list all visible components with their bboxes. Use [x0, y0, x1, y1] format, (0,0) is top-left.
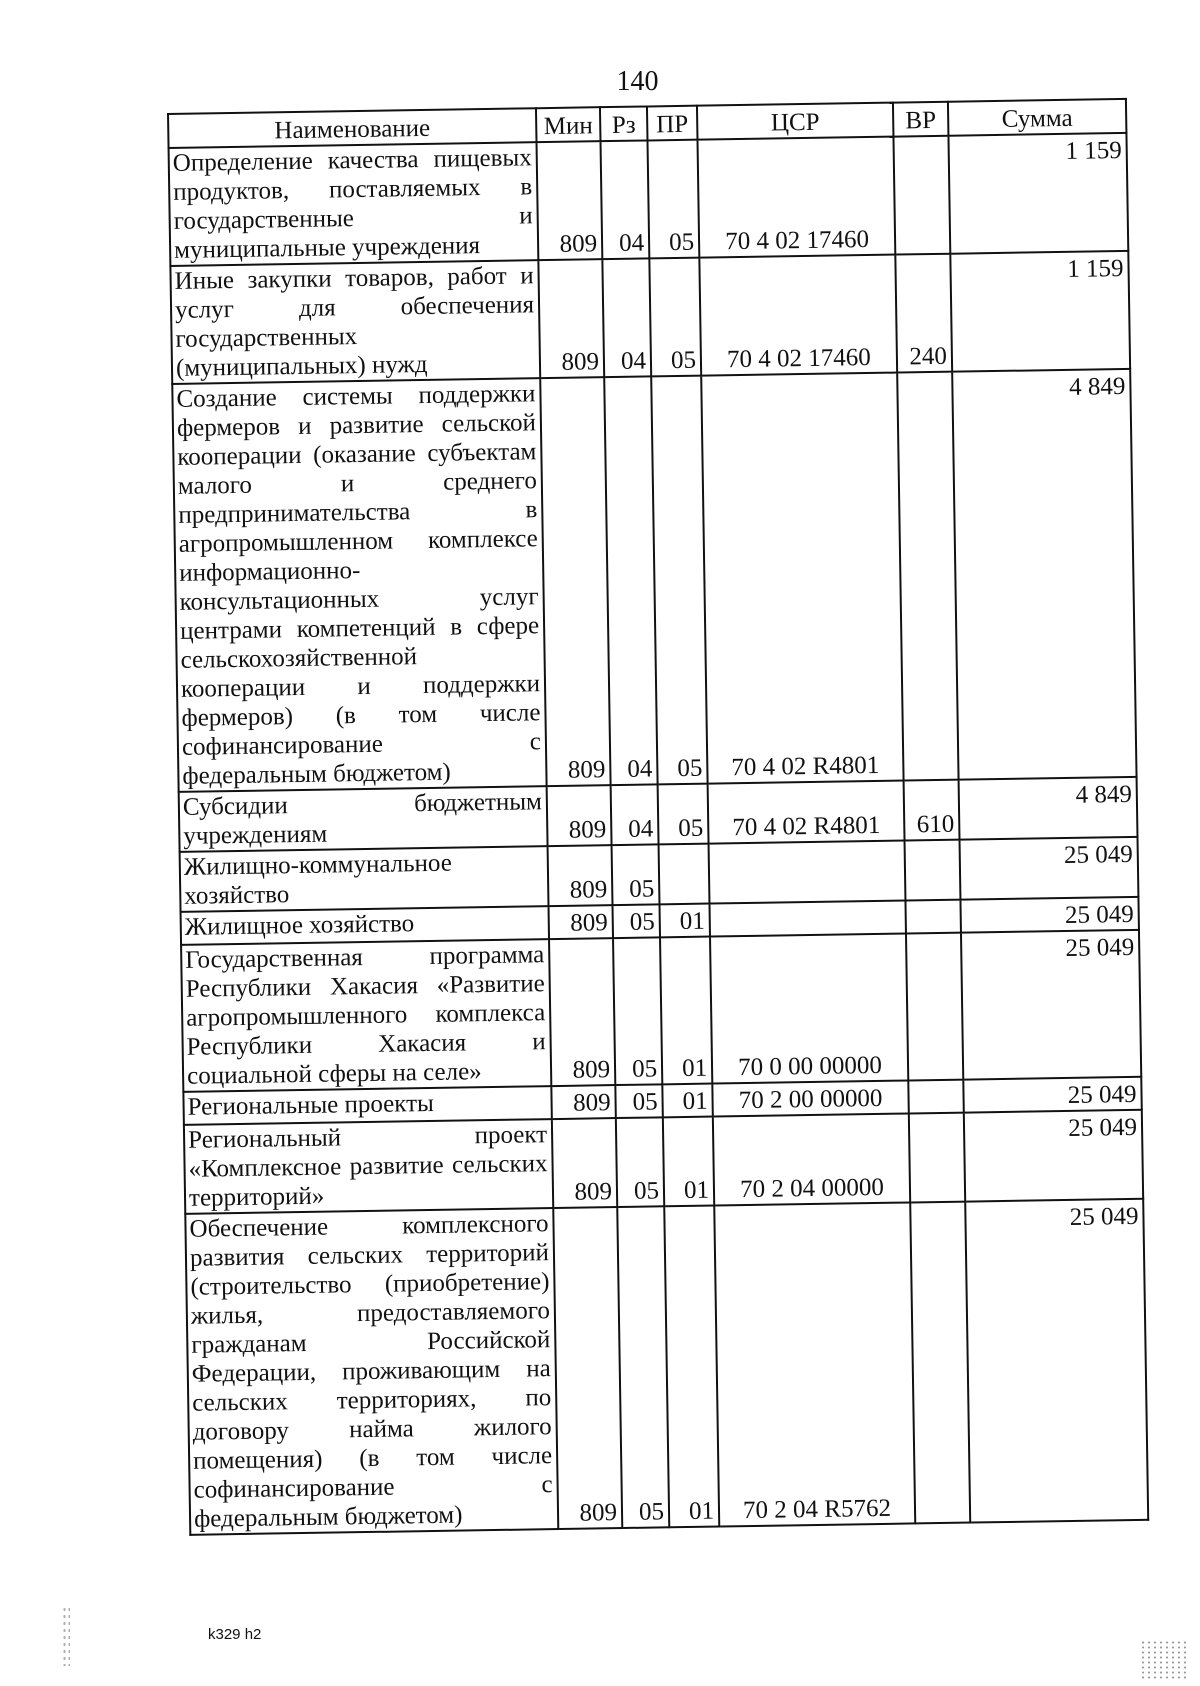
budget-table: [167, 98, 1149, 1536]
row-csr: 70 4 02 17460: [699, 255, 897, 376]
row-csr: 70 4 02 R4801: [708, 781, 905, 844]
row-min: 809: [540, 377, 610, 786]
row-sum: 25 049: [960, 897, 1138, 933]
row-sum: 25 049: [964, 1110, 1143, 1202]
row-rz: 05: [613, 937, 662, 1085]
header-pr: ПР: [647, 106, 698, 141]
row-sum: 25 049: [965, 1199, 1148, 1523]
row-rz: 05: [617, 1206, 669, 1528]
row-csr: 70 4 02 17460: [697, 137, 895, 258]
row-name: Жилищно-коммунальное хозяйство: [180, 846, 549, 912]
row-pr: 01: [664, 1206, 719, 1528]
row-pr: 05: [658, 784, 709, 845]
row-rz: 04: [600, 140, 649, 259]
row-min: 809: [547, 785, 612, 846]
row-rz: 05: [612, 844, 660, 905]
header-rz: Рз: [600, 106, 648, 141]
row-rz: 05: [615, 1084, 663, 1118]
row-name: Жилищное хозяйство: [181, 906, 549, 945]
row-csr: [709, 900, 905, 936]
row-csr: [709, 841, 906, 904]
row-min: 809: [537, 141, 603, 260]
table-body: [169, 133, 1149, 1535]
row-vr: [908, 1080, 964, 1114]
header-sum: Сумма: [948, 99, 1127, 136]
row-vr: [910, 1202, 970, 1524]
header-csr: ЦСР: [697, 103, 894, 140]
row-vr: [905, 840, 961, 901]
row-sum: 4 849: [952, 369, 1136, 780]
row-pr: 05: [647, 140, 699, 259]
row-vr: [897, 372, 958, 781]
row-sum: 1 159: [950, 251, 1130, 372]
row-sum: 1 159: [948, 133, 1128, 254]
row-pr: 01: [660, 937, 712, 1085]
scan-noise-marks: [1140, 1640, 1190, 1680]
row-csr: 70 2 04 00000: [713, 1113, 910, 1205]
row-sum: 4 849: [959, 777, 1138, 840]
row-rz: 04: [604, 376, 657, 785]
table-row: [170, 251, 1130, 384]
row-vr: [906, 933, 963, 1081]
row-csr: 70 2 00 00000: [712, 1080, 908, 1116]
row-rz: 05: [616, 1117, 664, 1207]
row-min: 809: [549, 905, 614, 939]
table-row: [184, 1110, 1143, 1214]
table-row: [181, 930, 1141, 1092]
table-row: [169, 133, 1129, 266]
row-name: Государственная программа Республики Хакасия «Развитие агропромышленного комплекса Республики Хакасия и социальной сферы на селе»: [181, 939, 551, 1092]
row-pr: 05: [651, 376, 707, 785]
row-csr: 70 4 02 R4801: [701, 373, 903, 784]
footer-code: k329 h2: [208, 1626, 262, 1643]
row-pr: 01: [662, 1084, 713, 1118]
row-name: Иные закупки товаров, работ и услуг для обеспечения государственных (муниципальных) нужд: [170, 260, 540, 384]
table-row: [172, 369, 1136, 792]
header-min: Мин: [536, 107, 601, 142]
row-name: Создание системы поддержки фермеров и развитие сельской кооперации (оказание субъектам малого и среднего предпринимательства в агропромышленном комплексе информационно-консультационных услуг центрами компетенций в сфере сельскохозяйственной кооперации и поддержки фермеров) (в том числе софинансирование с федеральным бюджетом): [172, 378, 546, 792]
row-vr: [909, 1113, 965, 1203]
page-number: 140: [616, 66, 659, 97]
row-sum: 25 049: [960, 837, 1139, 900]
row-pr: 01: [663, 1117, 714, 1207]
row-rz: 05: [612, 904, 660, 938]
row-pr: 05: [649, 258, 701, 377]
row-vr: 240: [895, 254, 952, 373]
header-name: Наименование: [168, 108, 536, 148]
header-vr: ВР: [893, 102, 949, 137]
row-min: 809: [552, 1118, 617, 1208]
scan-noise-dots: [62, 1606, 70, 1666]
row-min: 809: [549, 938, 615, 1086]
row-sum: 25 049: [961, 930, 1141, 1080]
row-vr: 610: [904, 780, 960, 841]
row-name: Субсидии бюджетным учреждениям: [179, 786, 548, 852]
row-name: Региональный проект «Комплексное развитие сельских территорий»: [184, 1119, 553, 1214]
row-name: Определение качества пищевых продуктов, поставляемых в государственные и муниципальные учреждения: [169, 142, 539, 266]
row-name: Региональные проекты: [183, 1086, 551, 1125]
row-rz: 04: [611, 784, 659, 845]
row-name: Обеспечение комплексного развития сельских территорий (строительство (приобретение) жилья, предоставляемого гражданам Российской Федерации, проживающим на сельских территориях, по договору найма жилого помещения) (в том числе софинансирование с федеральным бюджетом): [185, 1208, 558, 1535]
row-pr: 01: [659, 904, 710, 938]
row-vr: [905, 900, 961, 934]
row-pr: [659, 844, 710, 905]
row-min: 809: [538, 259, 604, 378]
row-rz: 04: [602, 258, 651, 377]
row-min: 809: [548, 845, 613, 906]
row-csr: 70 2 04 R5762: [714, 1202, 915, 1526]
row-vr: [893, 136, 950, 255]
row-min: 809: [551, 1085, 616, 1119]
row-csr: 70 0 00 00000: [710, 933, 908, 1083]
row-sum: 25 049: [963, 1077, 1141, 1113]
row-min: 809: [553, 1207, 622, 1529]
table-row: [185, 1199, 1148, 1535]
